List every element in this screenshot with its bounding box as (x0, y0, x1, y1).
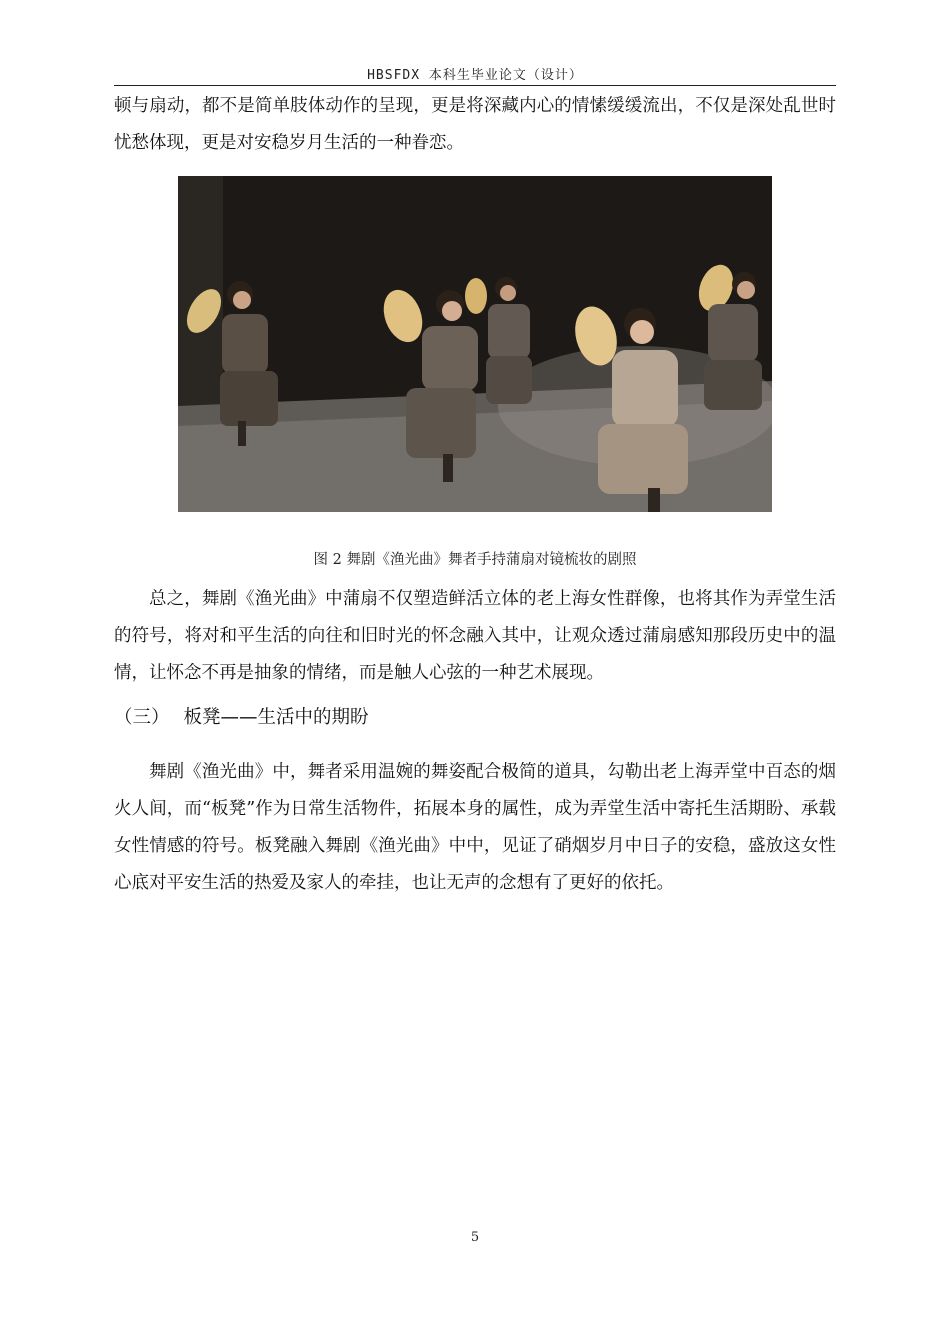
figure-caption: 图 2 舞剧《渔光曲》舞者手持蒲扇对镜梳妆的剧照 (313, 552, 637, 568)
dance-photo-illustration (178, 176, 772, 512)
section-title: 板凳——生活中的期盼 (183, 707, 369, 728)
page-number: 5 (470, 1230, 480, 1245)
header-rule (114, 85, 836, 86)
running-header: HBSFDX 本科生毕业论文（设计） (367, 68, 583, 83)
section-number: （三） (114, 707, 170, 728)
paragraph-bench: 舞剧《渔光曲》中，舞者采用温婉的舞姿配合极简的道具，勾勒出老上海弄堂中百态的烟火人间，而“板凳”作为日常生活物件，拓展本身的属性，成为弄堂生活中寄托生活期盼、承载女性情感的符号。板凳融入舞剧《渔光曲》中中，见证了硝烟岁月中日子的安稳，盛放这女性心底对平安生活的热爱及家人的牵挂，也让无声的念想有了更好的依托。 (114, 762, 836, 893)
paragraph-summary: 总之，舞剧《渔光曲》中蒲扇不仅塑造鲜活立体的老上海女性群像，也将其作为弄堂生活的符号，将对和平生活的向往和旧时光的怀念融入其中，让观众透过蒲扇感知那段历史中的温情，让怀念不再是抽象的情绪，而是触人心弦的一种艺术展现。 (114, 589, 836, 683)
figure-dance-photo (178, 176, 772, 512)
section-heading (114, 703, 836, 729)
paragraph-continuation: 顿与扇动，都不是简单肢体动作的呈现，更是将深藏内心的情愫缓缓流出，不仅是深处乱世时忧愁体现，更是对安稳岁月生活的一种眷恋。 (114, 96, 836, 153)
fan-icon (465, 278, 487, 314)
